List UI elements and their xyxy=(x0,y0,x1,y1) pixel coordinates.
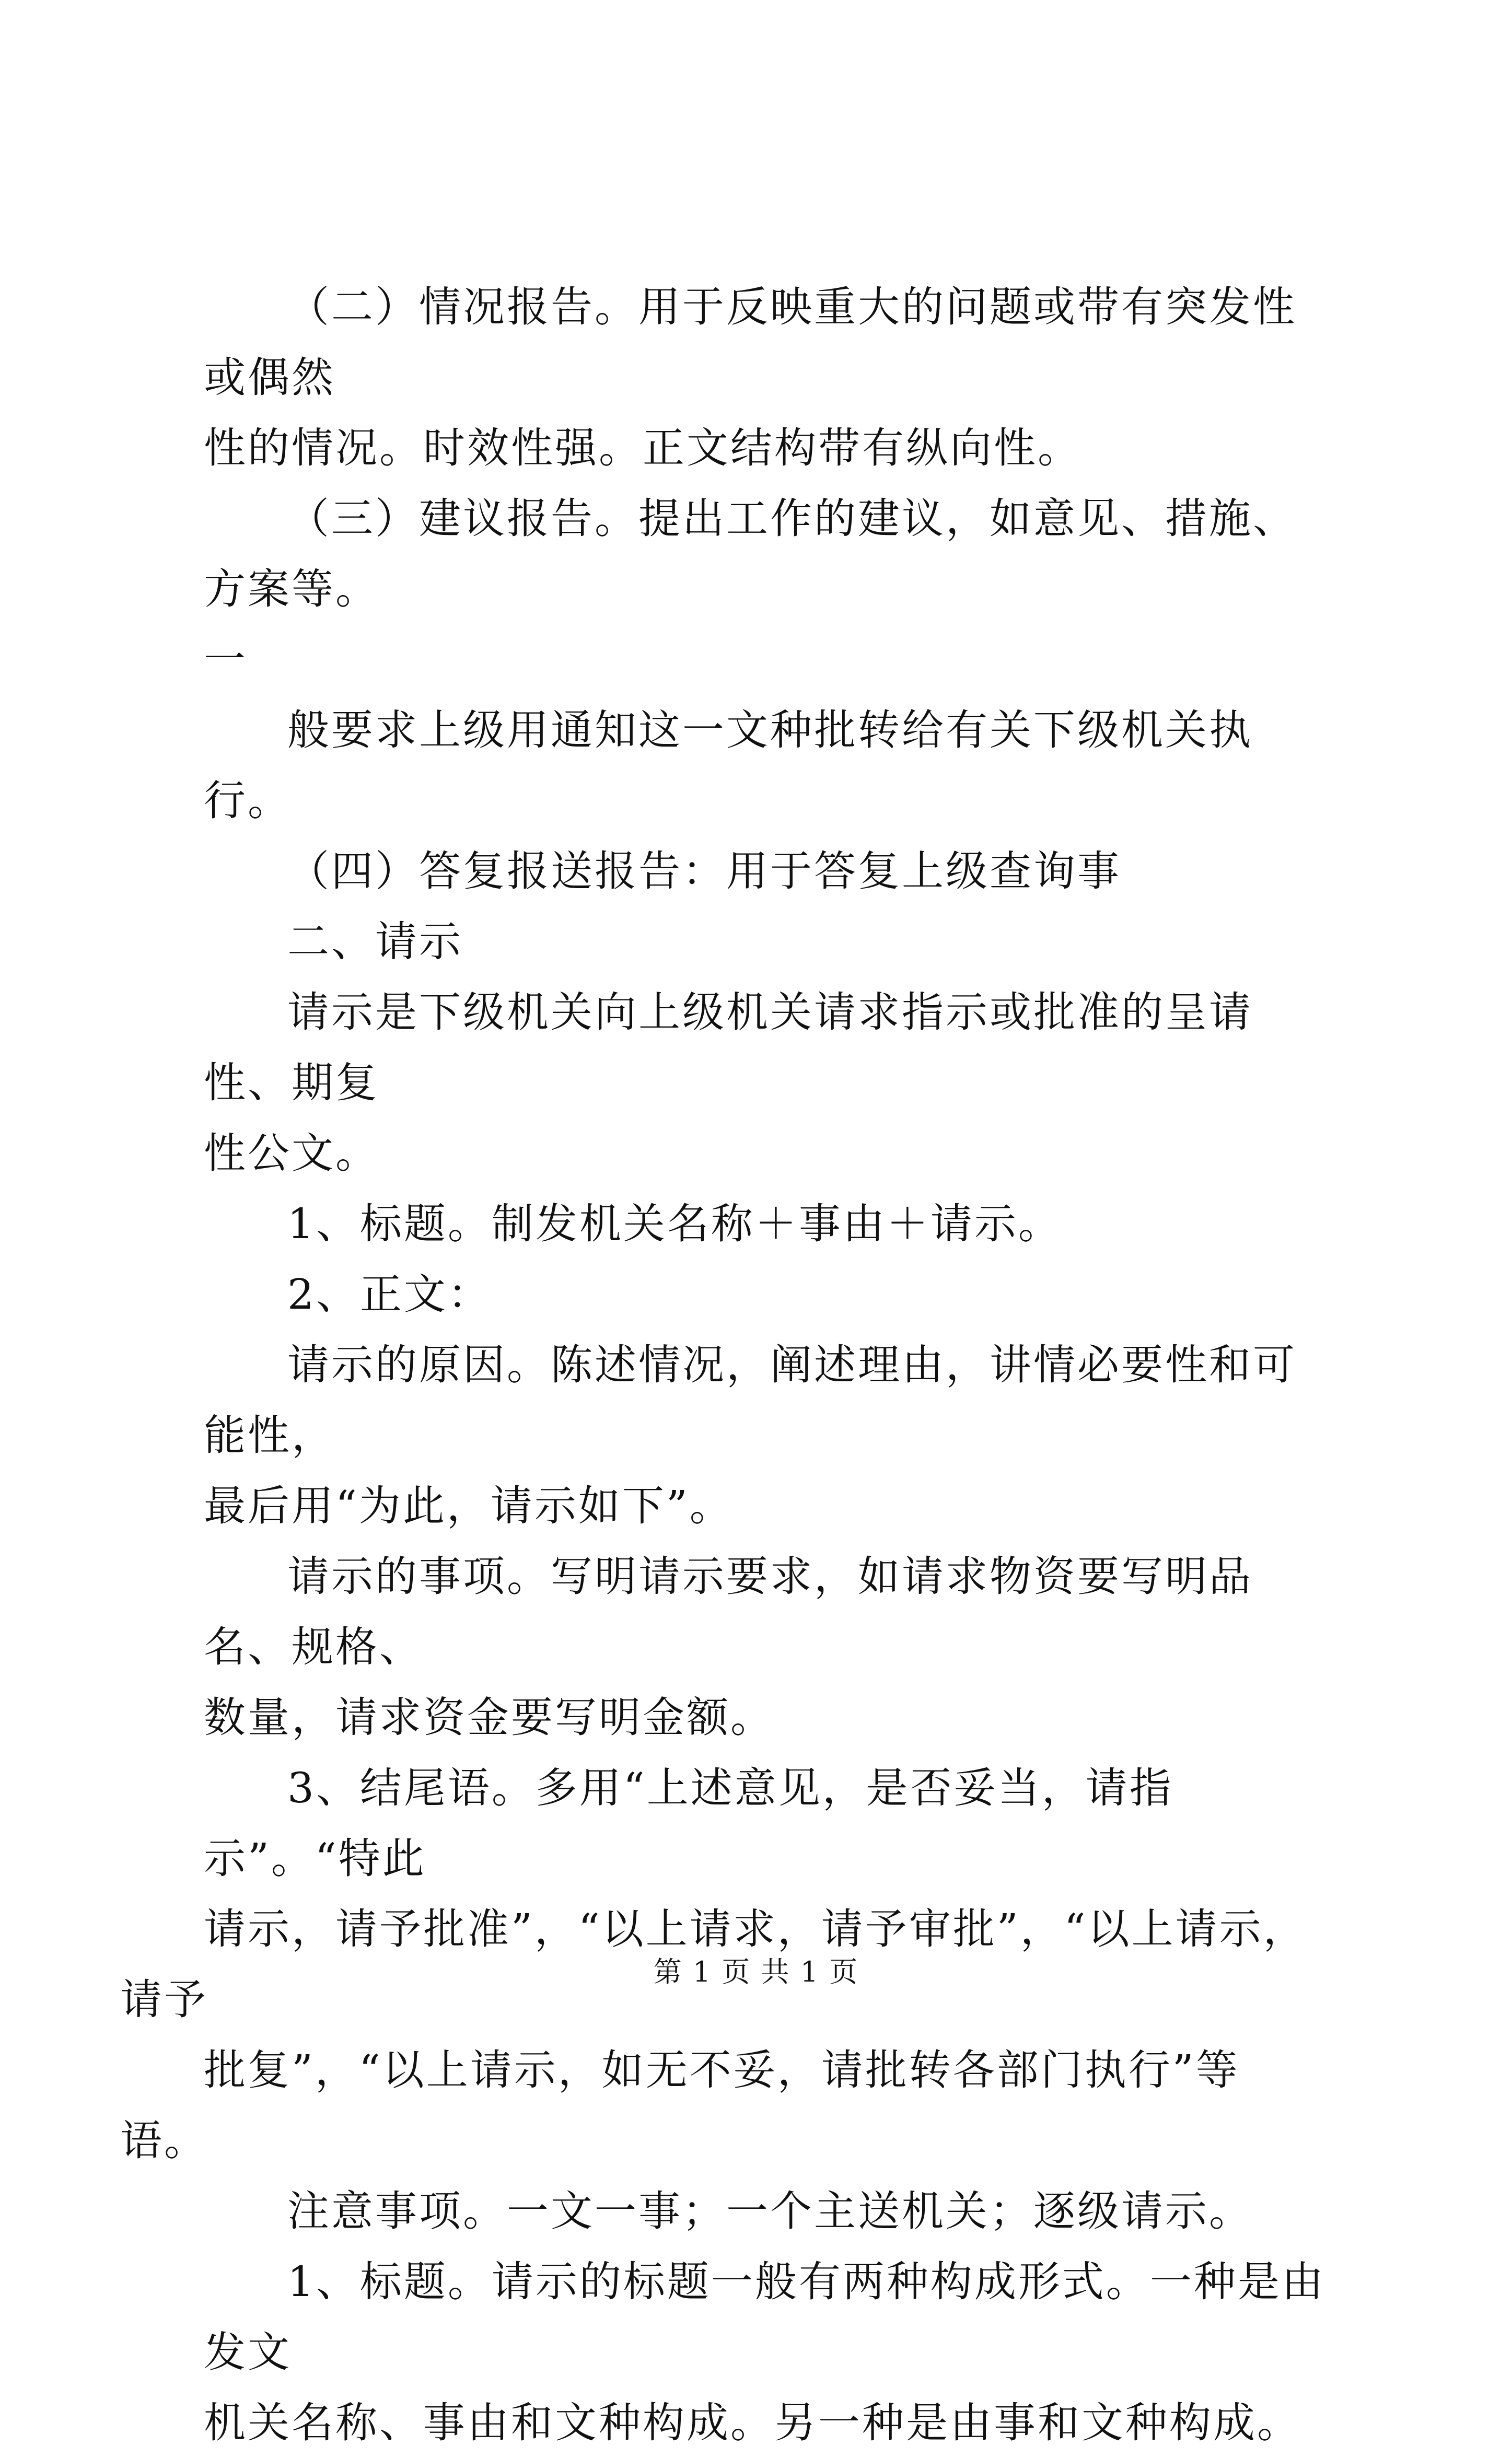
paragraph-suggestion-report xyxy=(204,483,1327,695)
text-line: 请示的原因。陈述情况，阐述理由，讲情必要性和可能性， xyxy=(204,1341,1297,1460)
text-line: 最后用“为此，请示如下”。 xyxy=(204,1482,734,1530)
document-body xyxy=(120,272,1327,2458)
text-line: 注意事项。一文一事；一个主送机关；逐级请示。 xyxy=(287,2187,1253,2235)
text-line: 二、请示 xyxy=(287,917,463,966)
text-line: 请示的事项。写明请示要求，如请求物资要写明品名、规格、 xyxy=(204,1552,1253,1671)
section-heading-request xyxy=(204,906,1327,977)
text-line: 2、正文： xyxy=(287,1270,492,1319)
paragraph-request-matters xyxy=(204,1541,1327,1753)
text-line: 1、标题。请示的标题一般有两种构成形式。一种是由发文 xyxy=(204,2257,1325,2377)
paragraph-reply-report xyxy=(204,836,1327,906)
text-line: 般要求上级用通知这一文种批转给有关下级机关执行。 xyxy=(204,706,1253,825)
paragraph-title-forms xyxy=(204,2246,1327,2458)
paragraph-general-requirement xyxy=(204,695,1327,836)
text-line: 批复”，“以上请示，如无不妥，请批转各部门执行”等语。 xyxy=(120,2046,1240,2165)
text-line: 请示，请予批准”，“以上请求，请予审批”，“以上请示，请予 xyxy=(120,1905,1307,2024)
text-line: （二）情况报告。用于反映重大的问题或带有突发性或偶然 xyxy=(204,283,1297,402)
text-line: 1、标题。制发机关名称＋事由＋请示。 xyxy=(287,1199,1062,1248)
paragraph-title-item xyxy=(204,1189,1327,1259)
text-line: 性公文。 xyxy=(204,1129,379,1178)
text-line: 3、结尾语。多用“上述意见，是否妥当，请指示”。“特此 xyxy=(204,1764,1173,1883)
text-line: 一 xyxy=(204,635,248,684)
paragraph-request-reason xyxy=(204,1330,1327,1541)
text-line: 机关名称、事由和文种构成。另一种是由事和文种构成。 xyxy=(204,2398,1301,2447)
paragraph-body-item xyxy=(204,1259,1327,1330)
text-line: （三）建议报告。提出工作的建议，如意见、措施、方案等。 xyxy=(204,494,1297,613)
page-number-footer: 第 1 页 共 1 页 xyxy=(653,1955,859,1988)
text-line: 数量，请求资金要写明金额。 xyxy=(204,1693,774,1742)
paragraph-notes xyxy=(204,2176,1327,2246)
text-line: （四）答复报送报告：用于答复上级查询事 xyxy=(287,847,1121,895)
paragraph-situation-report xyxy=(204,272,1327,483)
paragraph-request-definition xyxy=(204,977,1327,1189)
text-line: 请示是下级机关向上级机关请求指示或批准的呈请性、期复 xyxy=(204,988,1253,1107)
text-line: 性的情况。时效性强。正文结构带有纵向性。 xyxy=(204,424,1081,472)
